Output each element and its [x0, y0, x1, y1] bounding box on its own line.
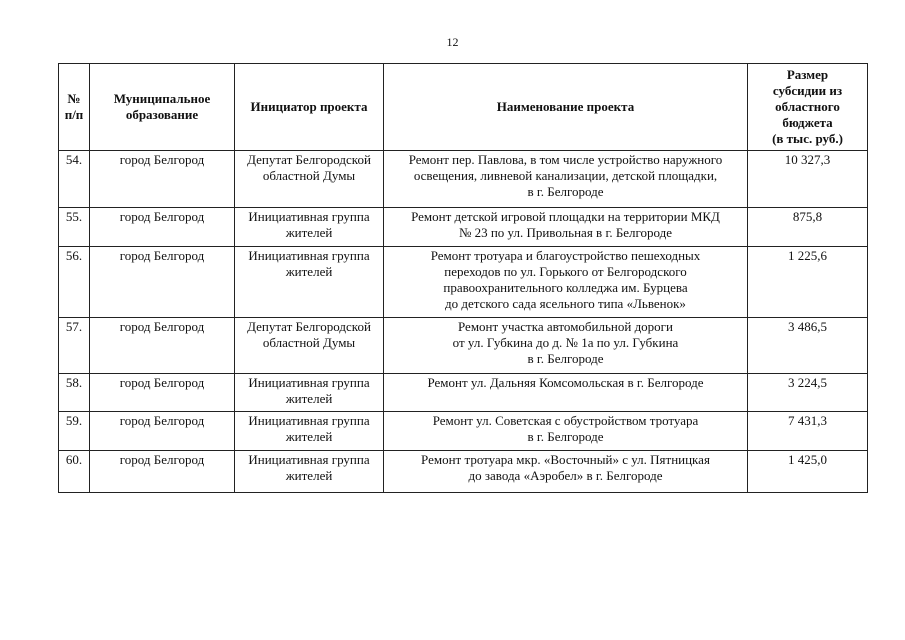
row-municipality: город Белгород [90, 412, 235, 451]
row-project: Ремонт участка автомобильной дороги от ул. Губкина до д. № 1а по ул. Губкина в г. Белгороде [384, 318, 748, 374]
row-municipality: город Белгород [90, 451, 235, 493]
header-subsidy: Размер субсидии из областного бюджета (в тыс. руб.) [748, 64, 868, 151]
row-project: Ремонт тротуара мкр. «Восточный» с ул. Пятницкая до завода «Аэробел» в г. Белгороде [384, 451, 748, 493]
row-number: 57. [59, 318, 90, 374]
row-initiator: Инициативная группа жителей [235, 208, 384, 247]
subsidy-table [58, 63, 868, 493]
table-row [59, 151, 868, 208]
header-municipality: Муниципальное образование [90, 64, 235, 151]
row-project: Ремонт детской игровой площадки на территории МКД № 23 по ул. Привольная в г. Белгороде [384, 208, 748, 247]
table-row [59, 318, 868, 374]
row-number: 55. [59, 208, 90, 247]
row-municipality: город Белгород [90, 208, 235, 247]
row-municipality: город Белгород [90, 318, 235, 374]
table-row [59, 374, 868, 412]
row-number: 58. [59, 374, 90, 412]
row-initiator: Инициативная группа жителей [235, 451, 384, 493]
row-project: Ремонт тротуара и благоустройство пешеходных переходов по ул. Горького от Белгородского правоохранительного колледжа им. Бурцева до детского сада ясельного типа «Львенок» [384, 247, 748, 318]
row-project: Ремонт ул. Дальняя Комсомольская в г. Белгороде [384, 374, 748, 412]
row-municipality: город Белгород [90, 151, 235, 208]
table-row [59, 412, 868, 451]
row-number: 59. [59, 412, 90, 451]
row-number: 60. [59, 451, 90, 493]
table-header-row [59, 64, 868, 151]
row-initiator: Инициативная группа жителей [235, 374, 384, 412]
row-amount: 3 486,5 [748, 318, 868, 374]
row-municipality: город Белгород [90, 247, 235, 318]
row-amount: 3 224,5 [748, 374, 868, 412]
header-num: № п/п [59, 64, 90, 151]
header-project: Наименование проекта [384, 64, 748, 151]
row-number: 54. [59, 151, 90, 208]
header-initiator: Инициатор проекта [235, 64, 384, 151]
row-amount: 10 327,3 [748, 151, 868, 208]
row-amount: 1 225,6 [748, 247, 868, 318]
row-initiator: Депутат Белгородской областной Думы [235, 151, 384, 208]
table-row [59, 208, 868, 247]
row-project: Ремонт ул. Советская с обустройством тротуара в г. Белгороде [384, 412, 748, 451]
table-row [59, 451, 868, 493]
row-number: 56. [59, 247, 90, 318]
row-project: Ремонт пер. Павлова, в том числе устройство наружного освещения, ливневой канализации, детской площадки, в г. Белгороде [384, 151, 748, 208]
row-municipality: город Белгород [90, 374, 235, 412]
table-row [59, 247, 868, 318]
row-initiator: Депутат Белгородской областной Думы [235, 318, 384, 374]
row-initiator: Инициативная группа жителей [235, 412, 384, 451]
row-amount: 7 431,3 [748, 412, 868, 451]
page-number: 12 [446, 35, 459, 49]
row-amount: 1 425,0 [748, 451, 868, 493]
row-amount: 875,8 [748, 208, 868, 247]
row-initiator: Инициативная группа жителей [235, 247, 384, 318]
